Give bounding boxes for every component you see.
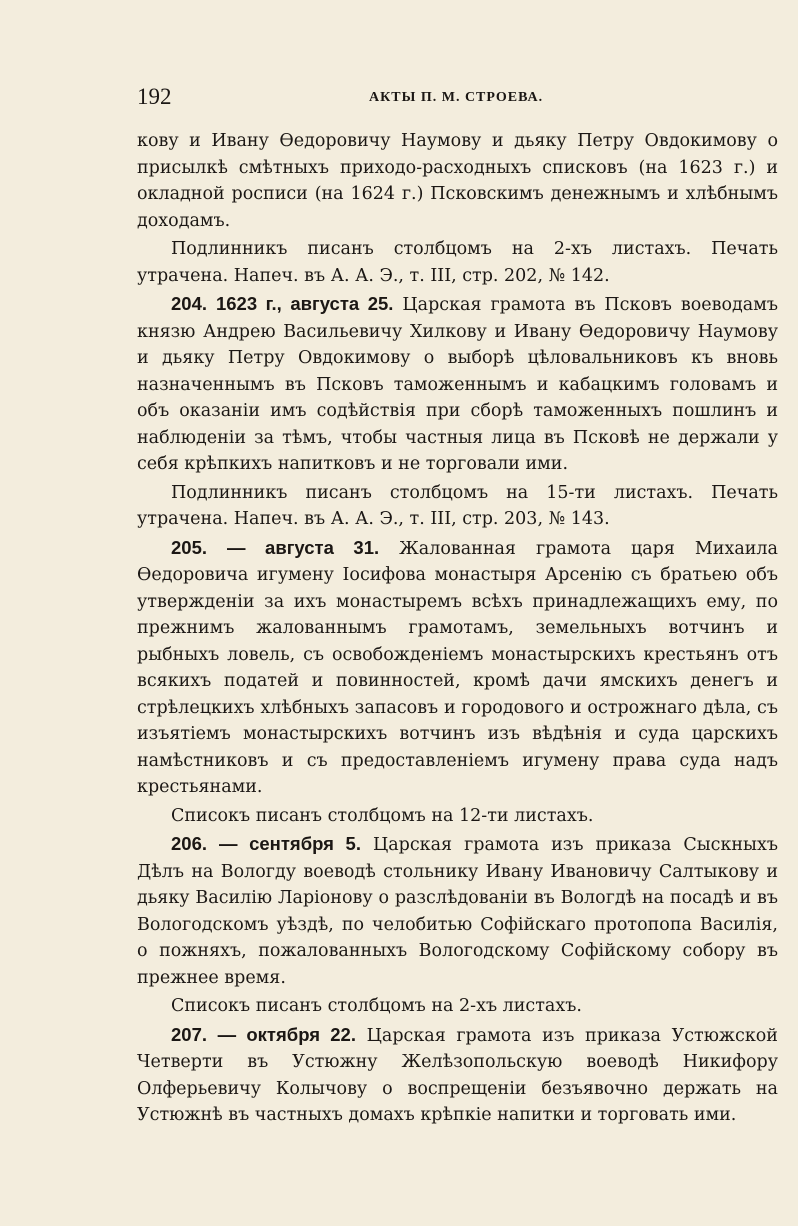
running-title: АКТЫ П. М. СТРОЕВА. <box>369 90 544 105</box>
entry-date: — октября 22. <box>217 1023 356 1045</box>
entry-text: Царская грамота изъ приказа Сыскныхъ Дѣлъ на Вологду воеводѣ стольнику Ивану Ивановичу Салтыкову и дьяку Василію Ларіонову о разслѣдованіи въ Вологдѣ на посадѣ и въ Вологодскомъ уѣздѣ, по челобитью Софійскаго протопопа Василія, о пожняхъ, пожалованныхъ Вологодскому Софійскому собору въ прежнее время. <box>137 835 778 988</box>
entry-204 <box>137 291 778 478</box>
continuation-paragraph: кову и Ивану Өедоровичу Наумову и дьяку Петру Овдокимову о присылкѣ смѣтныхъ приходо-расходныхъ списковъ (на 1623 г.) и окладной росписи (на 1624 г.) Псковскимъ денежнымъ и хлѣбнымъ доходамъ. <box>137 131 778 231</box>
page-body <box>137 128 778 1129</box>
source-note: Подлинникъ писанъ столбцомъ на 15-ти листахъ. Печать утрачена. Напеч. въ А. А. Э., т. III, стр. 203, № 143. <box>137 482 778 529</box>
entry-207 <box>137 1022 778 1129</box>
page-header <box>137 84 758 114</box>
entry-206 <box>137 831 778 991</box>
entry-text: Царская грамота въ Псковъ воеводамъ князю Андрею Васильевичу Хилкову и Ивану Өедоровичу Наумову и дьяку Петру Овдокимову о выборѣ цѣловальниковъ къ вновь назначеннымъ въ Псковъ таможеннымъ и кабацкимъ головамъ и объ оказаніи имъ содѣйствія при сборѣ таможенныхъ пошлинъ и наблюденіи за тѣмъ, чтобы частныя лица въ Псковѣ не держали у себя крѣпкихъ напитковъ и не торговали ими. <box>137 295 778 474</box>
entry-text: Царская грамота изъ приказа Устюжской Четверти въ Устюжну Желѣзопольскую воеводѣ Никифору Олферьевичу Колычову о воспрещеніи безъявочно держать на Устюжнѣ въ частныхъ домахъ крѣпкіе напитки и торговать ими. <box>137 1025 778 1125</box>
entry-date: 1623 г., августа 25. <box>215 293 394 314</box>
source-note: Списокъ писанъ столбцомъ на 12-ти листахъ. <box>171 805 594 826</box>
entry-number: 204. <box>171 293 208 314</box>
page-number: 192 <box>137 84 172 109</box>
entry-date: — августа 31. <box>227 536 380 558</box>
entry-text: Жалованная грамота царя Михаила Өедоровича игумену Іосифова монастыря Арсенію съ братьею объ утвержденіи за ихъ монастыремъ всѣхъ принадлежащихъ ему, по прежнимъ жалованнымъ грамотамъ, земельныхъ вотчинъ и рыбныхъ ловель, съ освобожденіемъ монастырскихъ крестьянъ отъ всякихъ податей и повинностей, кромѣ дачи ямскихъ денегъ и стрѣлецкихъ хлѣбныхъ запасовъ и городового и острожнаго дѣла, съ изъятіемъ монастырскихъ вотчинъ изъ вѣдѣнія и суда царскихъ намѣстниковъ и съ предоставленіемъ игумену права суда надъ крестьянами. <box>137 538 778 797</box>
entry-number: 207. <box>171 1023 208 1045</box>
source-note: Списокъ писанъ столбцомъ на 2-хъ листахъ. <box>171 996 582 1016</box>
entry-number: 205. <box>171 536 208 558</box>
entry-number: 206. <box>171 833 208 854</box>
source-note: Подлинникъ писанъ столбцомъ на 2-хъ листахъ. Печать утрачена. Напеч. въ А. А. Э., т. III, стр. 202, № 142. <box>137 239 778 286</box>
entry-205 <box>137 535 778 801</box>
entry-date: — сентября 5. <box>219 833 361 854</box>
